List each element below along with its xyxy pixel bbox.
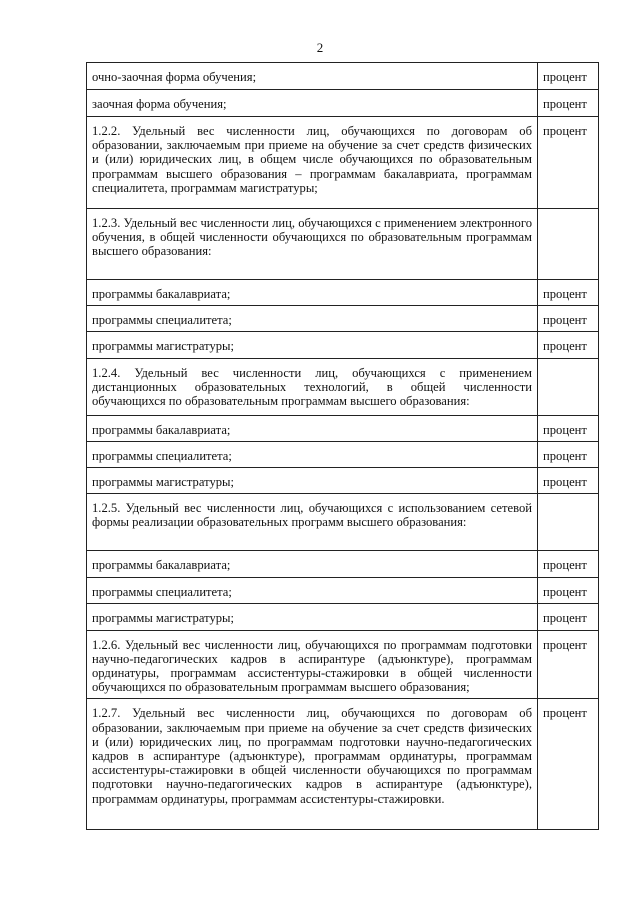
table-row [87,468,599,494]
page-number: 2 [316,40,324,55]
indicator-unit [538,494,599,551]
indicator-unit: процент [538,90,599,117]
indicator-description: 1.2.7. Удельный вес численности лиц, обучающихся по договорам об образовании, заключаемым при приеме на обучение за счет средств физических и (или) юридических лиц, по программам подготовки научно-педагогических кадров в аспирантуре (адъюнктуре), программам ординатуры, программам ассистентуры-стажировки в общей численности обучающихся по программам подготовки научно-педагогических кадров в аспирантуре (адъюнктуре), программам ординатуры, программам ассистентуры-стажировки. [87,699,538,830]
indicator-description: очно-заочная форма обучения; [87,63,538,90]
indicator-unit: процент [538,280,599,306]
table-row [87,494,599,551]
indicator-unit [538,209,599,280]
indicator-description: программы бакалавриата; [87,415,538,441]
table-row [87,90,599,117]
indicator-unit: процент [538,415,599,441]
indicator-unit: процент [538,578,599,604]
table-row [87,280,599,306]
table-row [87,306,599,332]
indicator-description: программы специалитета; [87,441,538,467]
indicator-unit: процент [538,699,599,830]
indicator-unit: процент [538,468,599,494]
indicator-description: 1.2.3. Удельный вес численности лиц, обучающихся с применением электронного обучения, в общей численности обучающихся по образовательным программам высшего образования: [87,209,538,280]
indicator-description: программы магистратуры; [87,332,538,358]
table-row [87,415,599,441]
table-row [87,209,599,280]
indicator-description: программы бакалавриата; [87,280,538,306]
table-row [87,630,599,699]
indicator-unit: процент [538,551,599,578]
indicator-description: 1.2.4. Удельный вес численности лиц, обучающихся с применением дистанционных образовательных технологий, в общей численности обучающихся по образовательным программам высшего образования: [87,358,538,415]
indicators-table [86,62,599,830]
indicator-unit: процент [538,117,599,209]
indicator-unit: процент [538,63,599,90]
table-row [87,551,599,578]
indicator-description: программы бакалавриата; [87,551,538,578]
indicator-description: 1.2.6. Удельный вес численности лиц, обучающихся по программам подготовки научно-педагогических кадров в аспирантуре (адъюнктуре), программам ординатуры, программам ассистентуры-стажировки в общей численности обучающихся по образовательным программам высшего образования; [87,630,538,699]
indicator-description: программы специалитета; [87,578,538,604]
indicator-unit: процент [538,604,599,630]
table-row [87,699,599,830]
table-row [87,578,599,604]
indicator-description: 1.2.2. Удельный вес численности лиц, обучающихся по договорам об образовании, заключаемым при приеме на обучение за счет средств физических и (или) юридических лиц, в общем числе обучающихся по образовательным программам высшего образования – программам бакалавриата, программам специалитета, программам магистратуры; [87,117,538,209]
indicator-description: 1.2.5. Удельный вес численности лиц, обучающихся с использованием сетевой формы реализации образовательных программ высшего образования: [87,494,538,551]
indicator-unit: процент [538,332,599,358]
indicator-unit: процент [538,306,599,332]
indicator-unit: процент [538,630,599,699]
indicator-description: программы магистратуры; [87,468,538,494]
table-row [87,332,599,358]
table-row [87,63,599,90]
indicator-unit: процент [538,441,599,467]
table-row [87,441,599,467]
table-row [87,604,599,630]
table-row [87,358,599,415]
indicator-description: программы специалитета; [87,306,538,332]
indicator-unit [538,358,599,415]
table-row [87,117,599,209]
indicator-description: заочная форма обучения; [87,90,538,117]
indicator-description: программы магистратуры; [87,604,538,630]
